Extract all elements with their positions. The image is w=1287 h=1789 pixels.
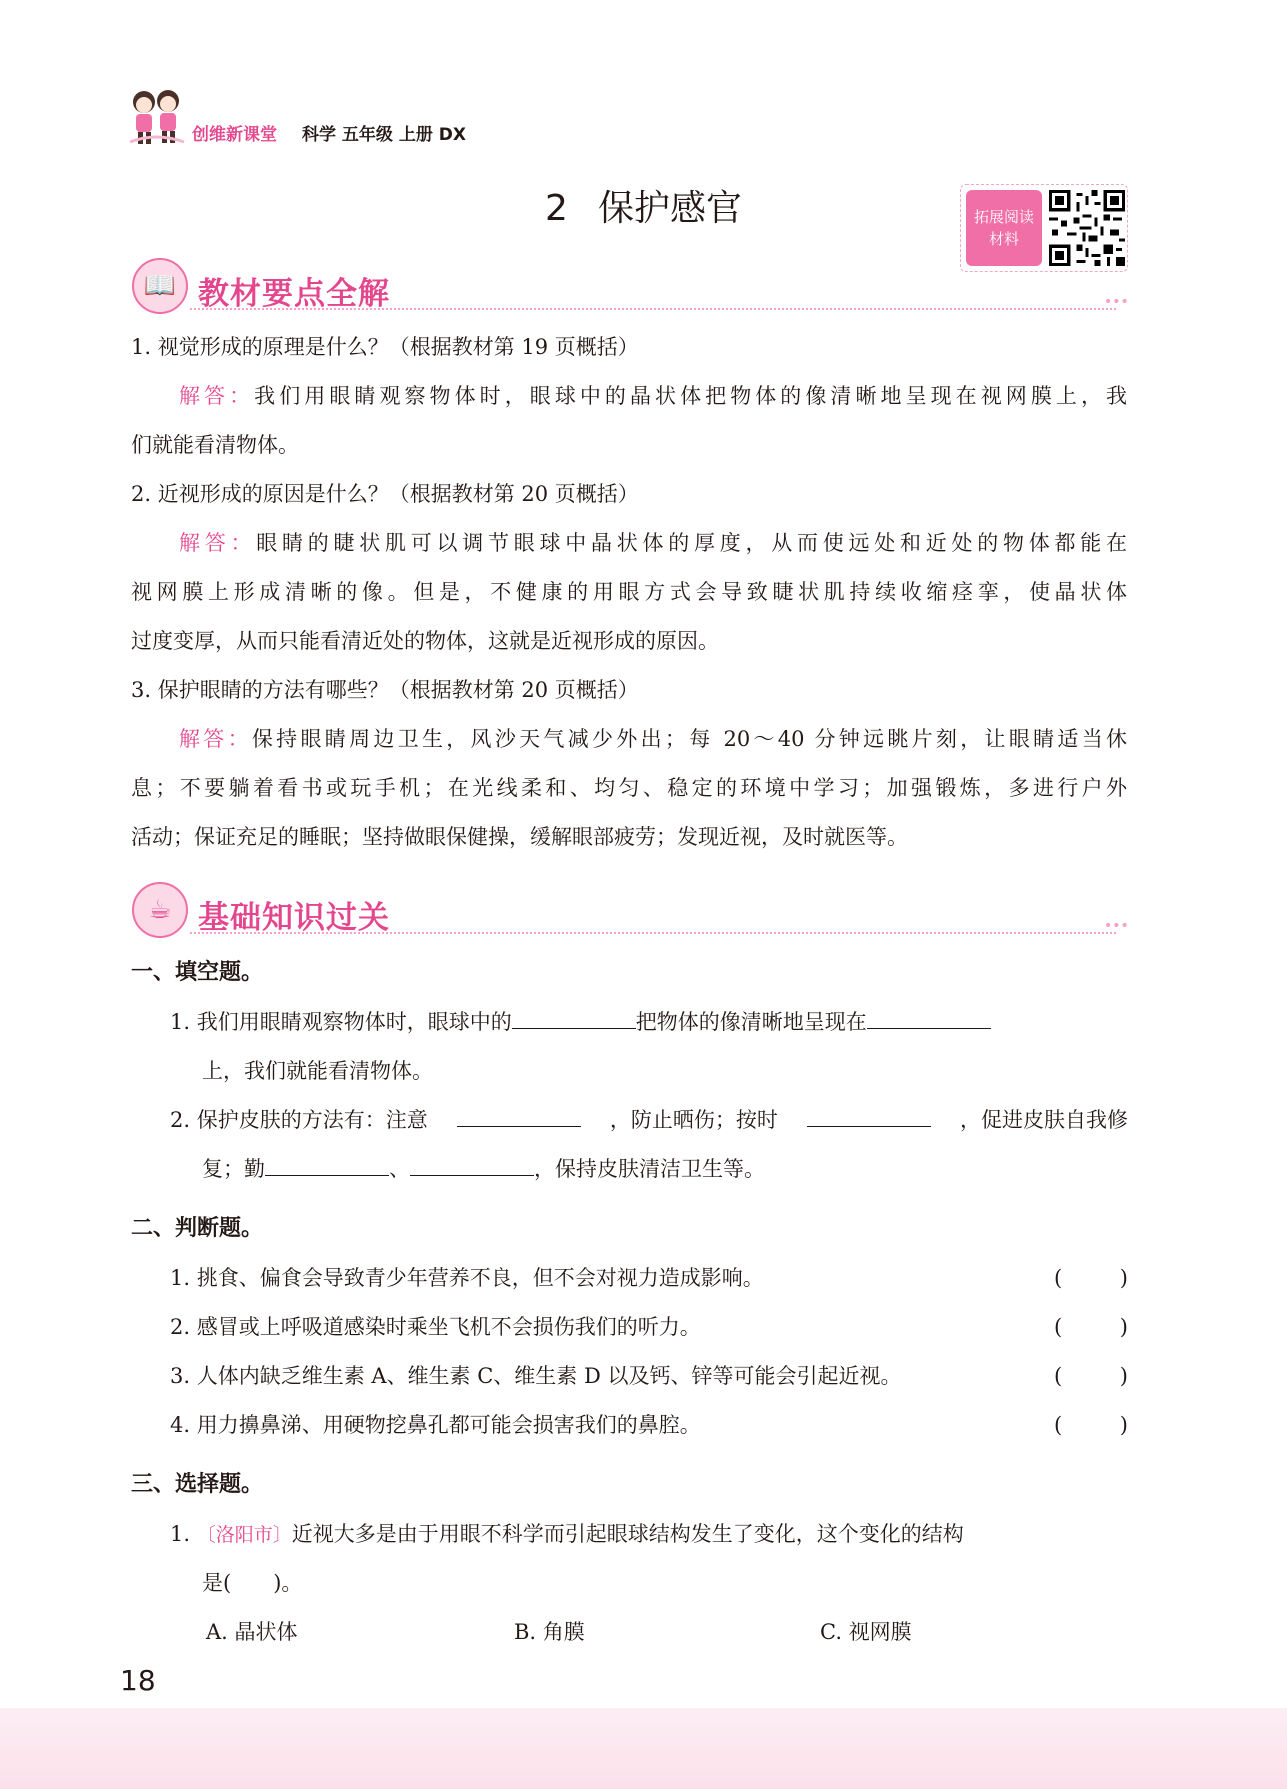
question-3: 3. 保护眼睛的方法有哪些？（根据教材第 20 页概括） xyxy=(131,678,639,702)
answer-2-line1: 解答：眼睛的睫状肌可以调节眼球中晶状体的厚度，从而使远处和近处的物体都能在 xyxy=(179,531,1127,555)
decorative-dots-icon: ••• xyxy=(1104,294,1129,310)
question-1: 1. 视觉形成的原理是什么？（根据教材第 19 页概括） xyxy=(131,335,639,359)
fill-blank-6[interactable] xyxy=(410,1154,534,1176)
option-a[interactable]: A. 晶状体 xyxy=(206,1620,298,1644)
page-number: 18 xyxy=(120,1664,156,1697)
decorative-dots-icon: ••• xyxy=(1104,918,1129,934)
answer-label: 解答： xyxy=(179,531,257,555)
brand-name: 创维新课堂 xyxy=(192,125,277,145)
answer-label: 解答： xyxy=(179,727,252,751)
extension-reading-label xyxy=(966,190,1042,266)
option-c[interactable]: C. 视网膜 xyxy=(820,1620,912,1644)
cup-mascot-icon: ☕ xyxy=(132,882,188,938)
judge-question-3: 3. 人体内缺乏维生素 A、维生素 C、维生素 D 以及钙、锌等可能会引起近视。 xyxy=(170,1364,902,1388)
fill-question-2-line2: 复；勤 、 ，保持皮肤清洁卫生等。 xyxy=(202,1154,765,1184)
fill-blank-2[interactable] xyxy=(867,1007,991,1029)
answer-3-line3: 活动；保证充足的睡眠；坚持做眼保健操，缓解眼部疲劳；发现近视，及时就医等。 xyxy=(131,825,908,849)
fill-question-1-line2: 上，我们就能看清物体。 xyxy=(202,1059,433,1083)
region-tag: 〔洛阳市〕 xyxy=(196,1524,292,1546)
qr-code-icon[interactable] xyxy=(1049,190,1125,266)
answer-2-line2: 视网膜上形成清晰的像。但是，不健康的用眼方式会导致睫状肌持续收缩痉挛，使晶状体 xyxy=(131,580,1127,604)
answer-3-line1: 解答：保持眼睛周边卫生，风沙天气减少外出；每 20～40 分钟远眺片刻，让眼睛适当休 xyxy=(179,727,1128,751)
fill-blank-5[interactable] xyxy=(265,1154,389,1176)
fill-blank-4[interactable] xyxy=(807,1105,931,1127)
section-title: 教材要点全解 xyxy=(198,276,390,312)
lesson-number: 2 xyxy=(545,188,568,229)
fill-question-2-line1: 2. 保护皮肤的方法有：注意 ，防止晒伤；按时 ，促进皮肤自我修 xyxy=(170,1105,1128,1135)
kids-mascot-logo xyxy=(126,84,188,150)
option-b[interactable]: B. 角膜 xyxy=(514,1620,585,1644)
part-heading-choice: 三、选择题。 xyxy=(131,1472,264,1497)
section-divider xyxy=(190,932,1116,934)
lesson-title-text: 保护感官 xyxy=(597,188,742,229)
extension-label-line1: 拓展阅读 xyxy=(973,208,1034,226)
answer-bracket-3[interactable]: ( ) xyxy=(1054,1364,1128,1388)
answer-bracket-4[interactable]: ( ) xyxy=(1054,1413,1128,1437)
judge-question-1: 1. 挑食、偏食会导致青少年营养不良，但不会对视力造成影响。 xyxy=(170,1266,764,1290)
judge-question-4: 4. 用力擤鼻涕、用硬物挖鼻孔都可能会损害我们的鼻腔。 xyxy=(170,1413,701,1437)
answer-3-line2: 息；不要躺着看书或玩手机；在光线柔和、均匀、稳定的环境中学习；加强锻炼，多进行户外 xyxy=(131,776,1127,800)
page-header xyxy=(126,84,626,154)
fill-question-1-line1: 1. 我们用眼睛观察物体时，眼球中的 把物体的像清晰地呈现在 xyxy=(170,1007,991,1037)
choice-question-1-line1: 1. 〔洛阳市〕近视大多是由于用眼不科学而引起眼球结构发生了变化，这个变化的结构 xyxy=(170,1522,964,1546)
fill-blank-3[interactable] xyxy=(457,1105,581,1127)
answer-label: 解答： xyxy=(179,384,255,408)
choice-question-1-line2: 是( )。 xyxy=(202,1571,303,1595)
subject-info: 科学 五年级 上册 DX xyxy=(302,125,466,145)
part-heading-fill: 一、填空题。 xyxy=(131,960,264,985)
judge-question-2: 2. 感冒或上呼吸道感染时乘坐飞机不会损伤我们的听力。 xyxy=(170,1315,701,1339)
reading-book-icon: 📖 xyxy=(132,258,188,314)
section-heading-key-points xyxy=(126,258,1129,318)
question-2: 2. 近视形成的原因是什么？（根据教材第 20 页概括） xyxy=(131,482,639,506)
answer-1-line2: 们就能看清物体。 xyxy=(131,433,299,457)
extension-label-line2: 材料 xyxy=(988,230,1019,248)
answer-bracket-1[interactable]: ( ) xyxy=(1054,1266,1128,1290)
section-heading-basic-knowledge xyxy=(126,882,1129,942)
fill-blank-1[interactable] xyxy=(512,1007,636,1029)
section-title: 基础知识过关 xyxy=(198,900,390,936)
section-divider xyxy=(190,308,1116,310)
footer-band xyxy=(0,1708,1287,1789)
answer-bracket-2[interactable]: ( ) xyxy=(1054,1315,1128,1339)
answer-2-line3: 过度变厚，从而只能看清近处的物体，这就是近视形成的原因。 xyxy=(131,629,719,653)
answer-1-line1: 解答：我们用眼睛观察物体时，眼球中的晶状体把物体的像清晰地呈现在视网膜上，我 xyxy=(179,384,1128,408)
part-heading-judge: 二、判断题。 xyxy=(131,1216,264,1241)
